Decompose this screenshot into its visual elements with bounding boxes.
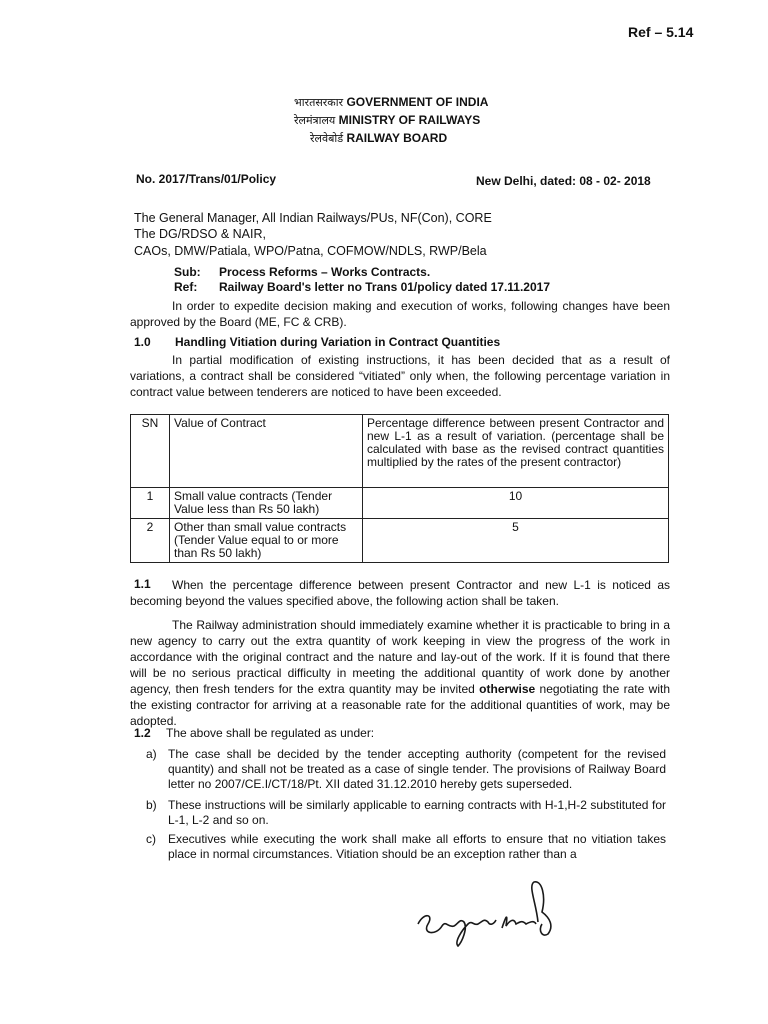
addressee-line: The General Manager, All Indian Railways/PUs, NF(Con), CORE <box>134 211 492 225</box>
intro-paragraph: In order to expedite decision making and execution of works, following changes have been approved by the Board (ME, FC & CRB). <box>130 299 670 329</box>
vitiation-table <box>130 414 669 563</box>
list-item <box>146 798 666 828</box>
table-row <box>131 519 669 563</box>
reference-number: Ref – 5.14 <box>628 24 694 40</box>
table-cell-percentage: 5 <box>363 519 669 563</box>
table-header-cell: SN <box>131 415 170 488</box>
signature-mark <box>410 872 560 952</box>
addressee-line: CAOs, DMW/Patiala, WPO/Patna, COFMOW/NDLS, RWP/Bela <box>134 244 487 258</box>
header-government-english: GOVERNMENT OF INDIA <box>346 95 489 109</box>
list-item-label: c) <box>146 832 156 846</box>
header-board-hindi: रेलवेबोर्ड <box>310 132 344 145</box>
letter-date: New Delhi, dated: 08 - 02- 2018 <box>476 174 651 188</box>
subject-text: Process Reforms – Works Contracts. <box>219 265 431 279</box>
section-number: 1.0 <box>134 335 151 349</box>
paragraph-text: The Railway administration should immediately examine whether it is practicable to bring in a new agency to carry out the extra quantity of work keeping in view the progress of the work in accordance with the original contract and the nature and lay-out of the work. If it is found that there will be no serious practical difficulty in meeting the additional quantity of work done by another agency, then fresh tenders for the extra quantity may be invited <box>130 618 670 696</box>
section-title: The above shall be regulated as under: <box>166 726 375 740</box>
table-cell-percentage: 10 <box>363 488 669 519</box>
table-cell-value: Small value contracts (Tender Value less than Rs 50 lakh) <box>170 488 363 519</box>
section-number: 1.1 <box>134 577 151 591</box>
reference-label: Ref: <box>174 280 198 294</box>
table-cell-sn: 2 <box>131 519 170 563</box>
subject-label: Sub: <box>174 265 201 279</box>
header-ministry-hindi: रेलमंत्रालय <box>294 114 336 127</box>
list-item-label: a) <box>146 747 157 761</box>
paragraph-emphasis: otherwise <box>479 682 536 696</box>
header-ministry-english: MINISTRY OF RAILWAYS <box>338 113 481 127</box>
paragraph-text: negotiating the rate with the existing contractor for arriving at a reasonable rate for the additional quantities of work, may be adopted. <box>130 682 670 728</box>
header-board <box>310 131 447 146</box>
section-title: Handling Vitiation during Variation in Contract Quantities <box>175 335 501 349</box>
list-item-text: Executives while executing the work shall make all efforts to ensure that no vitiation takes place in normal circumstances. Vitiation should be an exception rather than a <box>168 832 666 861</box>
table-header-cell: Value of Contract <box>170 415 363 488</box>
list-item-text: These instructions will be similarly applicable to earning contracts with H-1,H-2 substituted for L-1, L-2 and so on. <box>168 798 666 827</box>
table-cell-value: Other than small value contracts (Tender Value equal to or more than Rs 50 lakh) <box>170 519 363 563</box>
section-paragraph <box>130 617 670 729</box>
header-government <box>294 95 488 110</box>
list-item <box>146 832 666 862</box>
header-government-hindi: भारतसरकार <box>294 96 344 109</box>
list-item <box>146 747 666 792</box>
addressee-line: The DG/RDSO & NAIR, <box>134 227 266 241</box>
letter-number: No. 2017/Trans/01/Policy <box>136 172 277 186</box>
section-paragraph: In partial modification of existing instructions, it has been decided that as a result of variations, a contract shall be considered “vitiated” only when, the following percentage variation in contract value between tenderers are noticed to have been exceeded. <box>130 353 670 399</box>
section-number: 1.2 <box>134 726 151 740</box>
table-header-row <box>131 415 669 488</box>
list-item-label: b) <box>146 798 157 812</box>
list-item-text: The case shall be decided by the tender accepting authority (competent for the revised quantity) and shall not be treated as a case of single tender. The provisions of Railway Board letter no 2007/CE.I/CT/18/Pt. XII dated 31.12.2010 hereby gets superseded. <box>168 747 666 791</box>
table-header-cell: Percentage difference between present Contractor and new L-1 as a result of variation. (percentage shall be calculated with base as the revised contract quantities multiplied by the rates of the present contractor) <box>363 415 669 488</box>
reference-text: Railway Board's letter no Trans 01/policy dated 17.11.2017 <box>219 280 551 294</box>
table-row <box>131 488 669 519</box>
section-paragraph: When the percentage difference between present Contractor and new L-1 is noticed as becoming beyond the values specified above, the following action shall be taken. <box>130 578 670 608</box>
table-cell-sn: 1 <box>131 488 170 519</box>
header-ministry <box>294 113 480 128</box>
header-board-english: RAILWAY BOARD <box>346 131 448 145</box>
